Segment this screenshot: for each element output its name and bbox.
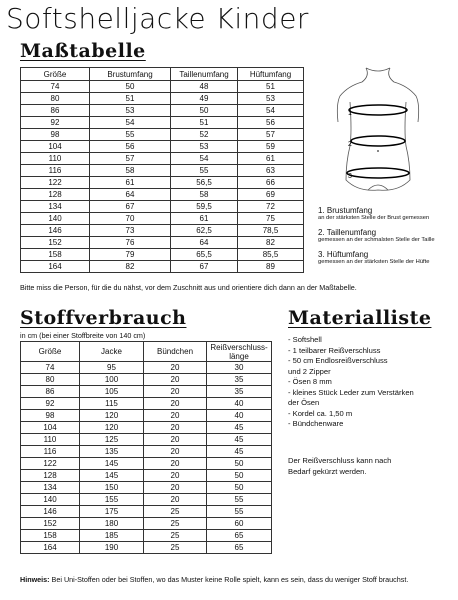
fabric-heading: Stoffverbrauch xyxy=(20,307,187,329)
table-cell: 158 xyxy=(21,249,90,261)
marker-3: 3 xyxy=(348,173,352,180)
table-cell: 54 xyxy=(90,117,171,129)
size-table-row xyxy=(21,225,304,237)
table-cell: 115 xyxy=(80,398,144,410)
size-table-row xyxy=(21,141,304,153)
fabric-table-row xyxy=(21,446,272,458)
table-cell: 61 xyxy=(90,177,171,189)
fabric-table-row xyxy=(21,530,272,542)
table-cell: 45 xyxy=(207,422,272,434)
size-table-row xyxy=(21,177,304,189)
legend-title: 3. Hüftumfang xyxy=(318,250,369,259)
table-cell: 62,5 xyxy=(171,225,238,237)
table-cell: 86 xyxy=(21,105,90,117)
table-cell: 128 xyxy=(21,470,80,482)
table-cell: 54 xyxy=(171,153,238,165)
table-cell: 20 xyxy=(144,386,207,398)
table-cell: 134 xyxy=(21,201,90,213)
measurement-legend xyxy=(318,206,456,266)
table-cell: 92 xyxy=(21,117,90,129)
table-cell: 64 xyxy=(90,189,171,201)
table-cell: 86 xyxy=(21,386,80,398)
size-table-row xyxy=(21,237,304,249)
table-cell: 53 xyxy=(238,93,304,105)
fabric-col-header: Reißverschluss-länge xyxy=(207,342,272,362)
table-cell: 82 xyxy=(238,237,304,249)
table-cell: 20 xyxy=(144,434,207,446)
table-cell: 128 xyxy=(21,189,90,201)
size-table xyxy=(20,67,304,273)
fabric-col-header: Größe xyxy=(21,342,80,362)
table-cell: 135 xyxy=(80,446,144,458)
size-table-row xyxy=(21,165,304,177)
table-cell: 72 xyxy=(238,201,304,213)
page-title: Softshelljacke Kinder xyxy=(6,2,309,35)
table-cell: 146 xyxy=(21,506,80,518)
materials-note-line: Bedarf gekürzt werden. xyxy=(288,466,367,476)
fabric-table-row xyxy=(21,410,272,422)
table-cell: 140 xyxy=(21,213,90,225)
table-cell: 134 xyxy=(21,482,80,494)
table-cell: 65 xyxy=(207,530,272,542)
fabric-table-row xyxy=(21,506,272,518)
size-table-row xyxy=(21,105,304,117)
materials-item: der Ösen xyxy=(288,398,320,407)
size-table-heading: Maßtabelle xyxy=(20,40,146,62)
legend-desc: gemessen an der schmalsten Stelle der Taille xyxy=(318,237,435,243)
table-cell: 30 xyxy=(207,362,272,374)
table-cell: 20 xyxy=(144,458,207,470)
table-cell: 53 xyxy=(90,105,171,117)
table-cell: 76 xyxy=(90,237,171,249)
fabric-hint-text: Bei Uni-Stoffen oder bei Stoffen, wo das Muster keine Rolle spielt, kann es sein, dass du weniger Stoff brauchst. xyxy=(49,575,409,584)
fabric-subheading: in cm (bei einer Stoffbreite von 140 cm) xyxy=(20,331,146,340)
table-cell: 116 xyxy=(21,446,80,458)
materials-item: - 50 cm Endlosreißverschluss xyxy=(288,356,388,365)
table-cell: 69 xyxy=(238,189,304,201)
table-cell: 56 xyxy=(238,117,304,129)
fabric-col-header: Bündchen xyxy=(144,342,207,362)
fabric-table-row xyxy=(21,398,272,410)
size-table-row xyxy=(21,189,304,201)
table-cell: 40 xyxy=(207,398,272,410)
table-cell: 164 xyxy=(21,261,90,273)
table-cell: 67 xyxy=(90,201,171,213)
table-cell: 20 xyxy=(144,398,207,410)
table-cell: 78,5 xyxy=(238,225,304,237)
table-cell: 110 xyxy=(21,434,80,446)
size-table-row xyxy=(21,117,304,129)
materials-note-line: Der Reißverschluss kann nach xyxy=(288,456,392,465)
table-cell: 25 xyxy=(144,518,207,530)
fabric-table-row xyxy=(21,434,272,446)
child-body-figure xyxy=(328,62,428,194)
table-cell: 25 xyxy=(144,530,207,542)
table-cell: 63 xyxy=(238,165,304,177)
materials-item: - Kordel ca. 1,50 m xyxy=(288,408,353,418)
materials-item: und 2 Zipper xyxy=(288,366,331,376)
table-cell: 175 xyxy=(80,506,144,518)
table-cell: 120 xyxy=(80,422,144,434)
table-cell: 110 xyxy=(21,153,90,165)
table-cell: 49 xyxy=(171,93,238,105)
table-cell: 53 xyxy=(171,141,238,153)
table-cell: 65,5 xyxy=(171,249,238,261)
size-table-row xyxy=(21,213,304,225)
table-cell: 45 xyxy=(207,446,272,458)
materials-item: - kleines Stück Leder zum Verstärken xyxy=(288,387,414,397)
table-cell: 55 xyxy=(90,129,171,141)
table-cell: 58 xyxy=(171,189,238,201)
marker-1: 1 xyxy=(348,110,352,117)
table-cell: 61 xyxy=(238,153,304,165)
table-cell: 20 xyxy=(144,494,207,506)
table-cell: 98 xyxy=(21,129,90,141)
table-cell: 50 xyxy=(207,470,272,482)
table-cell: 20 xyxy=(144,422,207,434)
table-cell: 146 xyxy=(21,225,90,237)
table-cell: 56 xyxy=(90,141,171,153)
table-cell: 20 xyxy=(144,446,207,458)
table-cell: 51 xyxy=(238,81,304,93)
table-cell: 75 xyxy=(238,213,304,225)
materials-note xyxy=(288,456,453,477)
fabric-table-row xyxy=(21,494,272,506)
table-cell: 50 xyxy=(90,81,171,93)
table-cell: 79 xyxy=(90,249,171,261)
table-cell: 55 xyxy=(171,165,238,177)
fabric-table-row xyxy=(21,470,272,482)
size-table-note: Bitte miss die Person, für die du nähst, vor dem Zuschnitt aus und orientiere dich dann an der Maßtabelle. xyxy=(20,283,357,292)
fabric-col-header: Jacke xyxy=(80,342,144,362)
table-cell: 180 xyxy=(80,518,144,530)
table-cell: 50 xyxy=(171,105,238,117)
table-cell: 67 xyxy=(171,261,238,273)
legend-desc: an der stärksten Stelle der Brust gemessen xyxy=(318,215,430,221)
table-cell: 92 xyxy=(21,398,80,410)
table-cell: 105 xyxy=(80,386,144,398)
legend-item xyxy=(318,250,456,266)
fabric-table-row xyxy=(21,482,272,494)
table-cell: 50 xyxy=(207,482,272,494)
table-cell: 150 xyxy=(80,482,144,494)
table-cell: 20 xyxy=(144,482,207,494)
table-cell: 155 xyxy=(80,494,144,506)
table-cell: 80 xyxy=(21,374,80,386)
table-cell: 89 xyxy=(238,261,304,273)
size-col-header: Brustumfang xyxy=(90,68,171,81)
table-cell: 80 xyxy=(21,93,90,105)
materials-heading: Materialliste xyxy=(288,307,432,329)
table-cell: 152 xyxy=(21,518,80,530)
legend-item xyxy=(318,206,456,222)
size-table-row xyxy=(21,81,304,93)
table-cell: 185 xyxy=(80,530,144,542)
table-cell: 48 xyxy=(171,81,238,93)
table-cell: 57 xyxy=(238,129,304,141)
table-cell: 51 xyxy=(171,117,238,129)
table-cell: 61 xyxy=(171,213,238,225)
size-table-row xyxy=(21,153,304,165)
table-cell: 20 xyxy=(144,374,207,386)
table-cell: 104 xyxy=(21,141,90,153)
materials-item: - Bündchenware xyxy=(288,419,344,428)
table-cell: 122 xyxy=(21,458,80,470)
table-cell: 59 xyxy=(238,141,304,153)
table-cell: 73 xyxy=(90,225,171,237)
size-col-header: Taillenumfang xyxy=(171,68,238,81)
legend-item xyxy=(318,228,456,244)
table-cell: 57 xyxy=(90,153,171,165)
size-table-row xyxy=(21,129,304,141)
table-cell: 164 xyxy=(21,542,80,554)
legend-title: 2. Taillenumfang xyxy=(318,228,377,237)
table-cell: 65 xyxy=(207,542,272,554)
table-cell: 120 xyxy=(80,410,144,422)
table-cell: 59,5 xyxy=(171,201,238,213)
table-cell: 140 xyxy=(21,494,80,506)
table-cell: 64 xyxy=(171,237,238,249)
table-cell: 35 xyxy=(207,374,272,386)
size-col-header: Hüftumfang xyxy=(238,68,304,81)
table-cell: 58 xyxy=(90,165,171,177)
table-cell: 20 xyxy=(144,362,207,374)
fabric-table-row xyxy=(21,458,272,470)
table-cell: 104 xyxy=(21,422,80,434)
table-cell: 190 xyxy=(80,542,144,554)
fabric-table-row xyxy=(21,386,272,398)
size-table-row xyxy=(21,249,304,261)
table-cell: 55 xyxy=(207,506,272,518)
table-cell: 116 xyxy=(21,165,90,177)
table-cell: 55 xyxy=(207,494,272,506)
table-cell: 125 xyxy=(80,434,144,446)
fabric-table-row xyxy=(21,374,272,386)
table-cell: 20 xyxy=(144,410,207,422)
table-cell: 82 xyxy=(90,261,171,273)
table-cell: 70 xyxy=(90,213,171,225)
table-cell: 40 xyxy=(207,410,272,422)
legend-title: 1. Brustumfang xyxy=(318,206,373,215)
table-cell: 56,5 xyxy=(171,177,238,189)
materials-list xyxy=(288,335,453,430)
fabric-table-row xyxy=(21,518,272,530)
fabric-hint xyxy=(20,575,440,584)
fabric-hint-label: Hinweis: xyxy=(20,575,50,584)
table-cell: 145 xyxy=(80,458,144,470)
table-cell: 74 xyxy=(21,81,90,93)
materials-item: - Softshell xyxy=(288,335,322,344)
table-cell: 95 xyxy=(80,362,144,374)
materials-item: - 1 teilbarer Reißverschluss xyxy=(288,345,381,355)
legend-desc: gemessen an der stärksten Stelle der Hüfte xyxy=(318,259,430,265)
table-cell: 152 xyxy=(21,237,90,249)
table-cell: 158 xyxy=(21,530,80,542)
table-cell: 50 xyxy=(207,458,272,470)
table-cell: 85,5 xyxy=(238,249,304,261)
size-table-row xyxy=(21,93,304,105)
table-cell: 60 xyxy=(207,518,272,530)
table-cell: 45 xyxy=(207,434,272,446)
size-table-row xyxy=(21,261,304,273)
materials-item: - Ösen 8 mm xyxy=(288,377,332,386)
table-cell: 122 xyxy=(21,177,90,189)
table-cell: 100 xyxy=(80,374,144,386)
marker-2: 2 xyxy=(348,141,352,148)
table-cell: 25 xyxy=(144,542,207,554)
table-cell: 54 xyxy=(238,105,304,117)
table-cell: 74 xyxy=(21,362,80,374)
size-table-row xyxy=(21,201,304,213)
table-cell: 35 xyxy=(207,386,272,398)
table-cell: 66 xyxy=(238,177,304,189)
table-cell: 20 xyxy=(144,470,207,482)
table-cell: 145 xyxy=(80,470,144,482)
fabric-table xyxy=(20,341,272,554)
fabric-table-row xyxy=(21,542,272,554)
size-col-header: Größe xyxy=(21,68,90,81)
table-cell: 98 xyxy=(21,410,80,422)
table-cell: 52 xyxy=(171,129,238,141)
fabric-table-row xyxy=(21,422,272,434)
fabric-table-row xyxy=(21,362,272,374)
table-cell: 51 xyxy=(90,93,171,105)
table-cell: 25 xyxy=(144,506,207,518)
